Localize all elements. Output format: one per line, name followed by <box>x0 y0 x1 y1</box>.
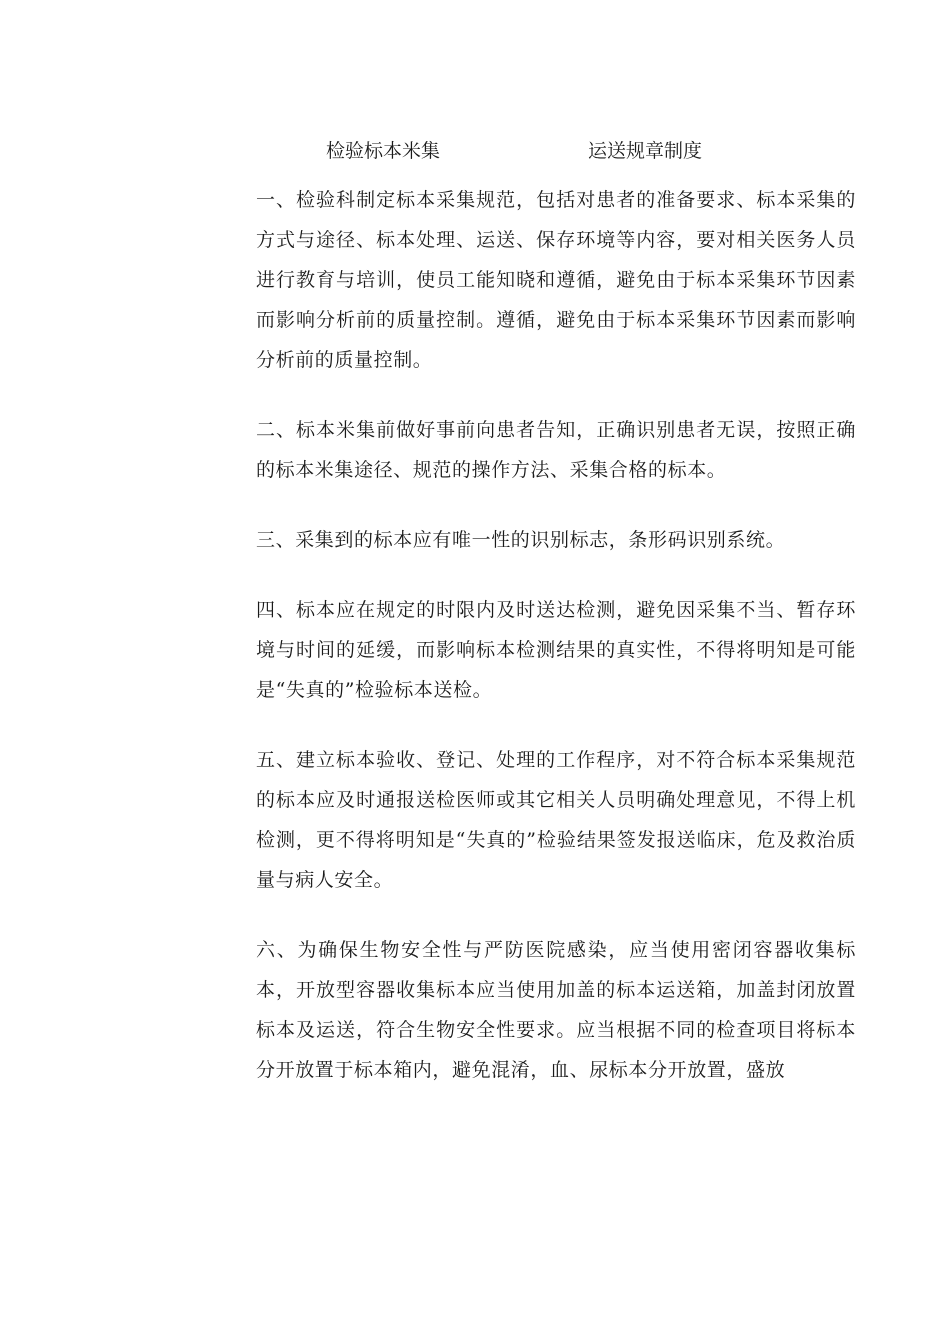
paragraph-1: 一、检验科制定标本采集规范，包括对患者的准备要求、标本采集的方式与途径、标本处理、运送、保存环境等内容，要对相关医务人员进行教育与培训，使员工能知晓和遵循，避免由于标本采集环节因素而影响分析前的质量控制。遵循，避免由于标本采集环节因素而影响分析前的质量控制。 <box>256 189 856 371</box>
paragraph-6: 六、为确保生物安全性与严防医院感染，应当使用密闭容器收集标本，开放型容器收集标本应当使用加盖的标本运送箱，加盖封闭放置标本及运送，符合生物安全性要求。应当根据不同的检查项目将标本分开放置于标本箱内，避免混淆，血、尿标本分开放置，盛放 <box>256 939 856 1081</box>
title-left-part: 检验标本米集 <box>326 140 441 162</box>
document-title <box>0 136 950 166</box>
paragraph-5: 五、建立标本验收、登记、处理的工作程序，对不符合标本采集规范的标本应及时通报送检医师或其它相关人员明确处理意见，不得上机检测，更不得将明知是“失真的”检验结果签发报送临床，危及救治质量与病人安全。 <box>256 749 856 891</box>
paragraph-3: 三、采集到的标本应有唯一性的识别标志，条形码识别系统。 <box>256 529 786 551</box>
paragraph-2: 二、标本米集前做好事前向患者告知，正确识别患者无误，按照正确的标本米集途径、规范的操作方法、采集合格的标本。 <box>256 419 856 481</box>
title-right-part: 运送规章制度 <box>588 140 703 162</box>
paragraph-4: 四、标本应在规定的时限内及时送达检测，避免因采集不当、暂存环境与时间的延缓，而影响标本检测结果的真实性，不得将明知是可能是“失真的”检验标本送检。 <box>256 599 856 701</box>
document-body <box>256 180 856 1090</box>
